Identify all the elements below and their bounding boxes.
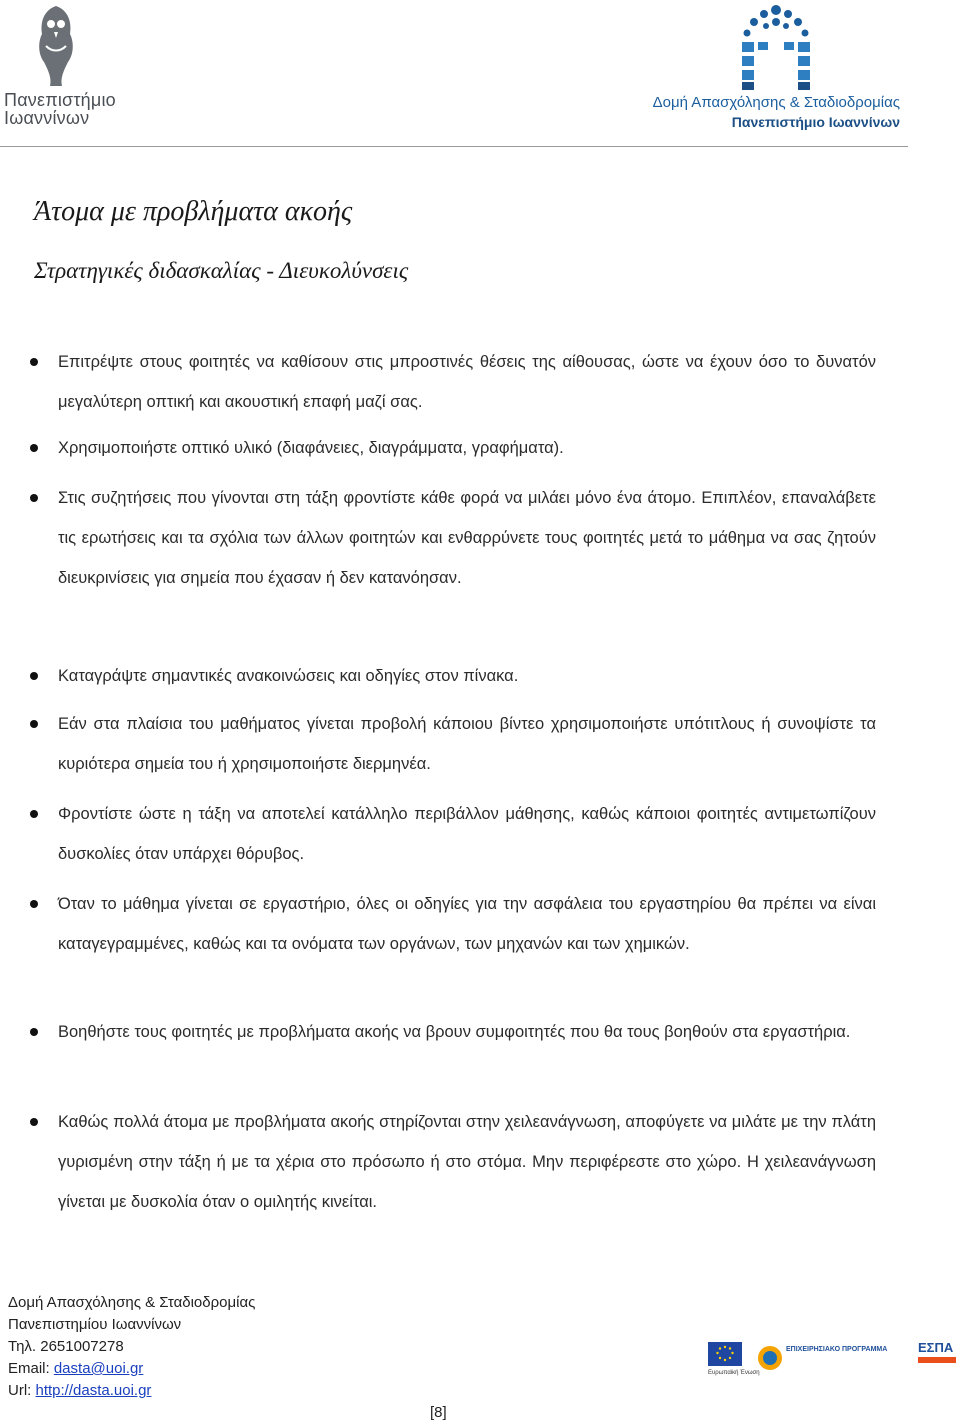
bullet-icon [30,810,38,818]
espa-logo [918,1340,958,1372]
list-item-text: Εάν στα πλαίσια του μαθήματος γίνεται προβολή κάποιου βίντεο χρησιμοποιήστε υπότιτλους ή συνοψίστε τα κυριότερα σημεία του ή χρησιμοποιήστε διερμηνέα. [58,715,876,773]
dasta-logo [610,2,900,132]
email-link[interactable]: dasta@uoi.gr [53,1360,144,1377]
bullet-icon [30,900,38,908]
programme-emblem-icon [756,1338,860,1378]
footer-email-label: Email: [8,1360,54,1377]
bullet-icon [30,720,38,728]
bullet-icon [30,444,38,452]
list-item-text: Καθώς πολλά άτομα με προβλήματα ακοής στηρίζονται στην χειλεανάγνωση, αποφύγετε να μιλάτε με την πλάτη γυρισμένη στην τάξη ή με τα χέρια στο πρόσωπο ή στο στόμα. Μην περιφέρεστε στο χώρο. Η χειλεανάγνωση γίνεται με δυσκολία όταν ο ομιλητής κινείται. [58,1113,876,1211]
programme-name: ΕΠΙΧΕΙΡΗΣΙΑΚΟ ΠΡΟΓΡΑΜΜΑ [786,1346,888,1353]
funding-logos [708,1338,958,1390]
espa-text: ΕΣΠΑ [918,1340,954,1355]
list-item-text: Βοηθήστε τους φοιτητές με προβλήματα ακοής να βρουν συμφοιτητές που θα τους βοηθούν στα εργαστήρια. [58,1023,851,1041]
list-item-text: Καταγράψτε σημαντικές ανακοινώσεις και οδηγίες στον πίνακα. [58,667,519,685]
footer-org: Δομή Απασχόλησης & Σταδιοδρομίας [8,1294,256,1311]
footer-url [8,1380,255,1402]
dasta-logo-line-1: Δομή Απασχόλησης & Σταδιοδρομίας [652,94,900,111]
website-link[interactable]: http://dasta.uoi.gr [35,1382,152,1399]
footer-email [8,1358,255,1380]
university-of-ioannina-logo [4,2,114,126]
list-item-text: Όταν το μάθημα γίνεται σε εργαστήριο, όλες οι οδηγίες για την ασφάλεια του εργαστηρίου θα πρέπει να είναι καταγεγραμμένες, καθώς και τα ονόματα των οργάνων, των μηχανών και των χημικών. [58,895,876,953]
bullet-icon [30,358,38,366]
eu-flag-icon [708,1342,742,1366]
owl-emblem-icon [26,2,86,88]
uoi-logo-line-1: Πανεπιστήμιο [4,90,116,110]
dasta-emblem-icon [738,4,814,92]
list-item-text: Επιτρέψτε στους φοιτητές να καθίσουν στις μπροστινές θέσεις της αίθουσας, ώστε να έχουν όσο το δυνατόν μεγαλύτερη οπτική και ακουστική επαφή μαζί σας. [58,353,876,411]
page-footer [8,1292,255,1402]
dasta-logo-line-2: Πανεπιστήμιο Ιωαννίνων [731,114,900,130]
list-item-text: Χρησιμοποιήστε οπτικό υλικό (διαφάνειες, διαγράμματα, γραφήματα). [58,439,564,457]
page-title: Άτομα με προβλήματα ακοής [34,196,353,227]
list-item-text: Στις συζητήσεις που γίνονται στη τάξη φροντίστε κάθε φορά να μιλάει μόνο ένα άτομο. Επιπλέον, επαναλάβετε τις ερωτήσεις και τα σχόλια των άλλων φοιτητών και ενθαρρύνετε τους φοιτητές μετά το μάθημα να σας ζητούν διευκρινίσεις για σημεία που έχασαν ή δεν κατανόησαν. [58,489,876,587]
bullet-icon [30,494,38,502]
footer-phone: Τηλ. 2651007278 [8,1338,124,1355]
bullet-icon [30,672,38,680]
espa-bar-icon [918,1357,956,1363]
page-subtitle: Στρατηγικές διδασκαλίας - Διευκολύνσεις [34,258,409,283]
list-item-text: Φροντίστε ώστε η τάξη να αποτελεί κατάλληλο περιβάλλον μάθησης, καθώς κάποιοι φοιτητές αντιμετωπίζουν δυσκολίες όταν υπάρχει θόρυβος. [58,805,876,863]
eu-caption: Ευρωπαϊκή Ένωση [708,1370,760,1376]
footer-url-label: Url: [8,1382,36,1399]
eu-stars-icon [708,1342,742,1366]
uoi-logo-line-2: Ιωαννίνων [4,108,90,128]
page-number: [8] [430,1404,447,1421]
page-header [0,0,960,150]
bullet-icon [30,1118,38,1126]
bullet-icon [30,1028,38,1036]
footer-university: Πανεπιστημίου Ιωαννίνων [8,1316,182,1333]
header-divider [0,146,908,147]
operational-programme-logo [756,1338,888,1378]
